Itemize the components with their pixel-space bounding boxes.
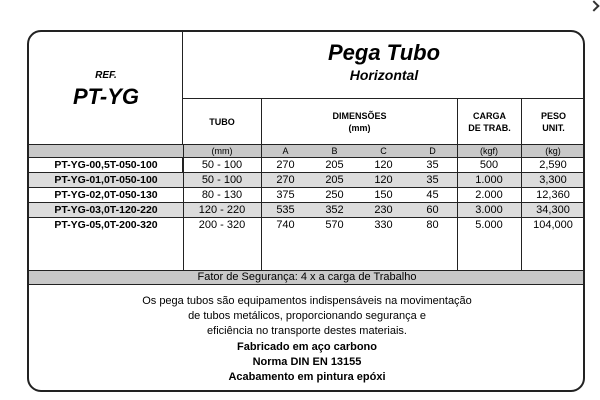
cell-b: 205 bbox=[325, 174, 344, 186]
unit-d: D bbox=[429, 146, 436, 156]
unit-peso: (kg) bbox=[545, 146, 561, 156]
cell-a: 535 bbox=[276, 204, 295, 216]
cell-carga: 3.000 bbox=[475, 204, 503, 216]
cell-peso: 12,360 bbox=[536, 189, 570, 201]
cell-carga: 5.000 bbox=[475, 219, 503, 231]
page-title: Pega Tubo bbox=[327, 40, 441, 65]
cell-ref: PT-YG-01,0T-050-100 bbox=[54, 174, 158, 186]
header-peso-line2: UNIT. bbox=[542, 122, 565, 133]
unit-a: A bbox=[282, 146, 289, 156]
spec-norma: Norma DIN EN 13155 bbox=[252, 356, 362, 368]
ref-code: PT-YG bbox=[72, 84, 139, 109]
cell-tubo: 50 - 100 bbox=[201, 174, 243, 186]
cell-ref: PT-YG-02,0T-050-130 bbox=[54, 189, 158, 201]
header-peso bbox=[521, 98, 585, 144]
cell-d: 80 bbox=[426, 219, 439, 231]
cell-b: 250 bbox=[325, 189, 344, 201]
ref-label: REF. bbox=[95, 70, 117, 81]
safety-factor: Fator de Segurança: 4 x a carga de Trabalho bbox=[29, 270, 585, 285]
header-tubo bbox=[183, 98, 261, 144]
table-row bbox=[29, 188, 585, 203]
cell-d: 45 bbox=[426, 189, 439, 201]
cell-ref: PT-YG-00,5T-050-100 bbox=[54, 159, 158, 171]
cell-a: 270 bbox=[276, 159, 295, 171]
table-row bbox=[29, 203, 585, 218]
cell-c: 150 bbox=[374, 189, 393, 201]
unit-carga: (kgf) bbox=[480, 146, 498, 156]
cell-a: 375 bbox=[276, 189, 295, 201]
grid-line bbox=[183, 144, 184, 270]
unit-c: C bbox=[380, 146, 387, 156]
description-line3: eficiência no transporte destes materiais. bbox=[207, 325, 407, 337]
cell-carga: 1.000 bbox=[475, 174, 503, 186]
header-carga-line2: DE TRAB. bbox=[468, 122, 511, 133]
cell-a: 740 bbox=[276, 219, 295, 231]
cell-c: 230 bbox=[374, 204, 393, 216]
description-line1: Os pega tubos são equipamentos indispensáveis na movimentação bbox=[142, 295, 472, 307]
cell-d: 35 bbox=[426, 159, 439, 171]
cell-peso: 2,590 bbox=[539, 159, 567, 171]
header-peso-line1: PESO bbox=[540, 110, 566, 121]
description-line2: de tubos metálicos, proporcionando segurança e bbox=[188, 310, 426, 322]
grid-line bbox=[261, 144, 262, 270]
cell-tubo: 120 - 220 bbox=[198, 204, 246, 216]
header-dimensoes bbox=[261, 98, 457, 144]
table-row bbox=[29, 173, 585, 188]
cell-carga: 2.000 bbox=[475, 189, 503, 201]
grid-line bbox=[521, 144, 522, 270]
table-row bbox=[29, 218, 585, 233]
spec-acabamento: Acabamento em pintura epóxi bbox=[228, 371, 386, 383]
spec-material: Fabricado em aço carbono bbox=[237, 341, 377, 353]
cell-peso: 104,000 bbox=[533, 219, 573, 231]
cell-peso: 3,300 bbox=[539, 174, 567, 186]
description bbox=[29, 294, 585, 339]
cell-tubo: 200 - 320 bbox=[198, 219, 246, 231]
header-dimensoes-line1: DIMENSÕES bbox=[332, 110, 387, 121]
table-row bbox=[29, 158, 585, 173]
cell-tubo: 50 - 100 bbox=[201, 159, 243, 171]
header-dimensoes-line2: (mm) bbox=[348, 122, 371, 133]
cell-c: 120 bbox=[374, 174, 393, 186]
cell-d: 35 bbox=[426, 174, 439, 186]
cell-a: 270 bbox=[276, 174, 295, 186]
cell-b: 205 bbox=[325, 159, 344, 171]
header-carga bbox=[457, 98, 521, 144]
page-subtitle: Horizontal bbox=[349, 67, 419, 83]
unit-b: B bbox=[331, 146, 338, 156]
cell-tubo: 80 - 130 bbox=[201, 189, 243, 201]
unit-tubo: (mm) bbox=[211, 146, 233, 156]
cell-peso: 34,300 bbox=[536, 204, 570, 216]
cell-ref: PT-YG-05,0T-200-320 bbox=[54, 219, 158, 231]
cell-c: 120 bbox=[374, 159, 393, 171]
cell-c: 330 bbox=[374, 219, 393, 231]
title-area bbox=[183, 32, 585, 98]
cell-b: 570 bbox=[325, 219, 344, 231]
cell-carga: 500 bbox=[479, 159, 499, 171]
units-row bbox=[29, 144, 585, 158]
product-spec-card bbox=[27, 30, 585, 392]
corner-mark bbox=[588, 0, 599, 11]
grid-line bbox=[457, 144, 458, 270]
cell-ref: PT-YG-03,0T-120-220 bbox=[54, 204, 158, 216]
cell-b: 352 bbox=[325, 204, 344, 216]
header-tubo-label: TUBO bbox=[209, 116, 235, 127]
cell-d: 60 bbox=[426, 204, 439, 216]
header-carga-line1: CARGA bbox=[473, 110, 506, 121]
